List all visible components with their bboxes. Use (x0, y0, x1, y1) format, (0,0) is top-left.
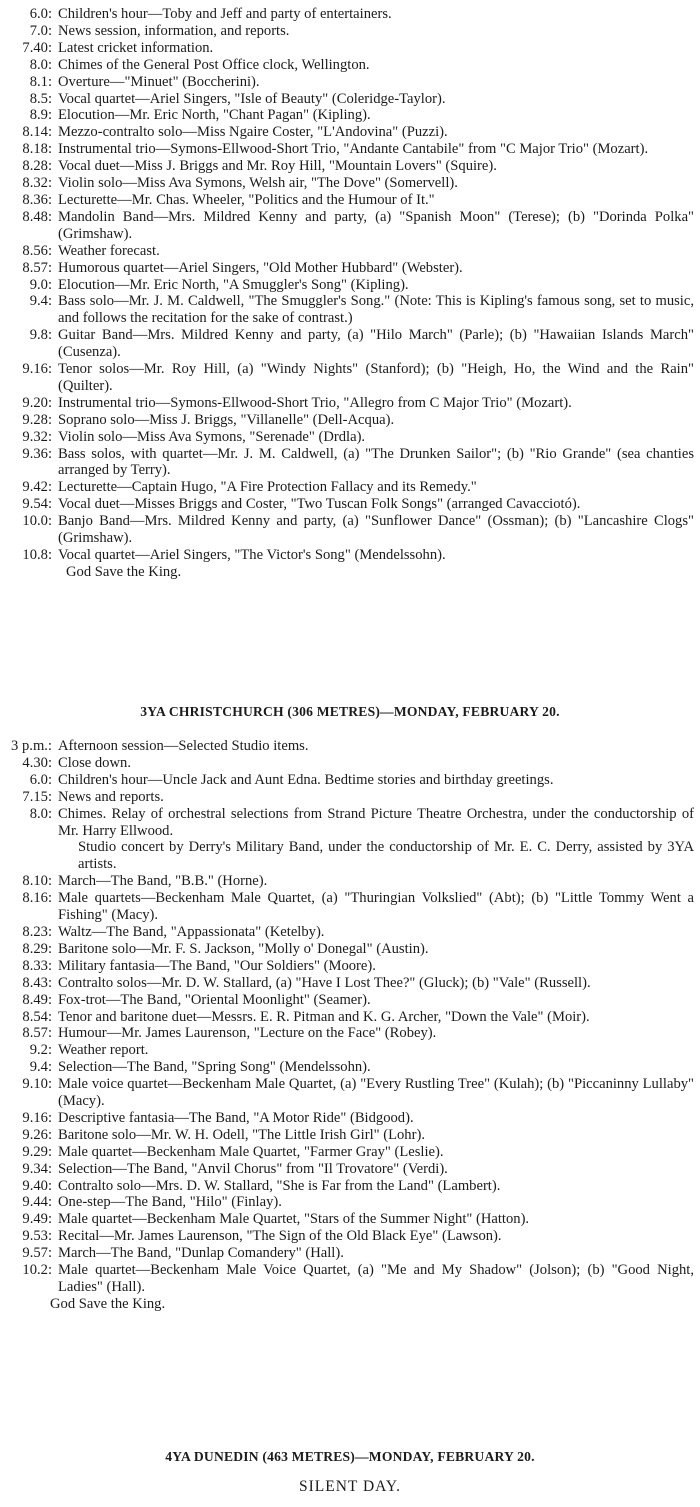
entry-description: Vocal quartet—Ariel Singers, "The Victor's Song" (Mendelssohn). (58, 547, 446, 563)
entry-time: 8.0: (29, 805, 52, 822)
entry-time: 9.42: (22, 479, 52, 496)
entry-time: 8.49: (22, 991, 52, 1008)
entry-time: 8.57: (22, 1025, 52, 1042)
entry-time: 8.16: (22, 890, 52, 907)
entry-description: Vocal quartet—Ariel Singers, "Isle of Beauty" (Coleridge-Taylor). (58, 90, 446, 107)
entry-description: Military fantasia—The Band, "Our Soldiers" (Moore). (58, 957, 376, 974)
section-heading-3ya-christchurch: 3YA CHRISTCHURCH (306 METRES)—MONDAY, FEBRUARY 20. (140, 704, 560, 719)
entry-description: Chimes of the General Post Office clock, Wellington. (58, 56, 370, 73)
entry-description: Bass solo—Mr. J. M. Caldwell, "The Smuggler's Song." (Note: This is Kipling's famous song, set to music, and follows the recitation for the sake of contrast.) (58, 293, 694, 327)
entry-description: March—The Band, "Dunlap Comandery" (Hall). (58, 1245, 344, 1262)
entry-time: 3 p.m.: (11, 738, 52, 754)
programme-entry (0, 547, 700, 564)
programme-entry (0, 1025, 700, 1042)
entry-description: News session, information, and reports. (58, 22, 290, 39)
programme-entry (0, 6, 700, 23)
entry-description: Instrumental trio—Symons-Ellwood-Short Trio, "Allegro from C Major Trio" (Mozart). (58, 394, 572, 411)
programme-entry (0, 755, 700, 772)
closing-anthem: God Save the King. (66, 563, 182, 580)
entry-time: 9.4: (29, 1059, 52, 1076)
programme-entry (0, 1228, 700, 1245)
programme-entry (0, 1211, 700, 1228)
programme-entry (0, 941, 700, 958)
entry-time: 8.29: (22, 940, 52, 957)
programme-entry (0, 496, 700, 513)
entry-time: 8.0: (29, 56, 52, 73)
entry-time: 8.32: (22, 175, 52, 192)
entry-time: 9.40: (22, 1177, 52, 1194)
entry-description: Descriptive fantasia—The Band, "A Motor Ride" (Bidgood). (58, 1109, 414, 1126)
2ya-programme-section (0, 6, 700, 581)
programme-entry (0, 958, 700, 975)
entry-time: 9.57: (22, 1245, 52, 1262)
programme-entry (0, 992, 700, 1009)
programme-entry (0, 107, 700, 124)
entry-time: 8.57: (22, 259, 52, 276)
entry-description: Soprano solo—Miss J. Briggs, "Villanelle" (Dell-Acqua). (58, 411, 395, 428)
programme-entry (0, 772, 700, 789)
entry-description: Afternoon session—Selected Studio items. (58, 738, 309, 754)
programme-entry (0, 1161, 700, 1178)
entry-description: Mandolin Band—Mrs. Mildred Kenny and party, (a) "Spanish Moon" (Terese); (b) "Dorinda Polka" (Grimshaw). (58, 208, 694, 242)
programme-entry (0, 260, 700, 277)
entry-description: Weather report. (58, 1042, 149, 1059)
programme-entry (0, 1127, 700, 1144)
entry-time: 8.23: (22, 923, 52, 940)
studio-concert-note: Studio concert by Derry's Military Band, under the conductorship of Mr. E. C. Derry, assisted by 3YA artists. (78, 839, 694, 873)
entry-time: 8.43: (22, 974, 52, 991)
programme-entry (0, 1144, 700, 1161)
entry-time: 9.53: (22, 1228, 52, 1245)
entry-time: 9.54: (22, 496, 52, 513)
entry-description: Selection—The Band, "Anvil Chorus" from "Il Trovatore" (Verdi). (58, 1160, 448, 1177)
entry-time: 9.49: (22, 1211, 52, 1228)
entry-description: Elocution—Mr. Eric North, "A Smuggler's Song" (Kipling). (58, 276, 409, 293)
programme-entry (0, 293, 700, 327)
programme-entry (0, 446, 700, 480)
entry-description: Recital—Mr. James Laurenson, "The Sign of the Old Black Eye" (Lawson). (58, 1228, 502, 1245)
entry-time: 8.5: (29, 90, 52, 107)
entry-time: 8.14: (22, 124, 52, 141)
programme-entry (0, 789, 700, 806)
entry-description: Male quartet—Beckenham Male Voice Quartet, (a) "Me and My Shadow" (Jolson); (b) "Good Night, Ladies" (Hall). (58, 1262, 694, 1295)
programme-entry (0, 924, 700, 941)
entry-time: 9.16: (22, 361, 52, 378)
entry-time: 8.18: (22, 141, 52, 158)
programme-entry (0, 1194, 700, 1211)
entry-description: Weather forecast. (58, 242, 160, 259)
entry-description: Fox-trot—The Band, "Oriental Moonlight" (Seamer). (58, 991, 371, 1008)
programme-entry (0, 361, 700, 395)
programme-entry (0, 412, 700, 429)
section-heading-4ya-dunedin: 4YA DUNEDIN (463 METRES)—MONDAY, FEBRUARY 20. (165, 1449, 535, 1464)
entry-time: 8.48: (22, 208, 52, 225)
programme-entry (0, 1076, 700, 1110)
programme-entry (0, 40, 700, 57)
entry-description: Male voice quartet—Beckenham Male Quartet, (a) "Every Rustling Tree" (Kulah); (b) "Piccaninny Lullaby" (Macy). (58, 1076, 694, 1110)
entry-time: 7.15: (22, 788, 52, 805)
programme-entry (0, 192, 700, 209)
programme-entry (0, 738, 700, 755)
programme-entry (0, 1245, 700, 1262)
entry-time: 8.1: (29, 73, 52, 90)
entry-description: Close down. (58, 754, 131, 771)
entry-description: Chimes. Relay of orchestral selections from Strand Picture Theatre Orchestra, under the conductorship of Mr. Harry Ellwood. (58, 805, 694, 839)
programme-entry (0, 57, 700, 74)
entry-time: 8.9: (29, 107, 52, 124)
programme-entry (0, 1042, 700, 1059)
entry-time: 8.36: (22, 191, 52, 208)
entry-time: 9.16: (22, 1109, 52, 1126)
entry-time: 6.0: (29, 6, 52, 22)
entry-time: 9.29: (22, 1143, 52, 1160)
programme-entry (0, 479, 700, 496)
entry-time: 9.28: (22, 411, 52, 428)
entry-description: News and reports. (58, 788, 164, 805)
programme-entry (0, 1262, 700, 1296)
entry-time: 8.28: (22, 158, 52, 175)
entry-time: 8.33: (22, 957, 52, 974)
entry-description: March—The Band, "B.B." (Horne). (58, 873, 268, 890)
entry-description: Guitar Band—Mrs. Mildred Kenny and party, (a) "Hilo March" (Parle); (b) "Hawaiian Islands March" (Cusenza). (58, 327, 694, 361)
entry-description: Instrumental trio—Symons-Ellwood-Short Trio, "Andante Cantabile" from "C Major Trio" (Mozart). (58, 141, 649, 158)
entry-description: Elocution—Mr. Eric North, "Chant Pagan" (Kipling). (58, 107, 371, 124)
entry-time: 9.34: (22, 1160, 52, 1177)
closing-anthem: God Save the King. (50, 1295, 166, 1312)
entry-description: Tenor and baritone duet—Messrs. E. R. Pitman and K. G. Archer, "Down the Vale" (Moir). (58, 1008, 590, 1025)
programme-entry (0, 975, 700, 992)
entry-time: 9.4: (29, 293, 52, 310)
entry-description: Humour—Mr. James Laurenson, "Lecture on the Face" (Robey). (58, 1025, 437, 1042)
entry-description: Children's hour—Uncle Jack and Aunt Edna. Bedtime stories and birthday greetings. (58, 771, 554, 788)
entry-description: Banjo Band—Mrs. Mildred Kenny and party, (a) "Sunflower Dance" (Ossman); (b) "Lancashire Clogs" (Grimshaw). (58, 513, 694, 547)
entry-time: 9.0: (29, 276, 52, 293)
silent-day-note: SILENT DAY. (298, 1478, 401, 1495)
entry-description: Violin solo—Miss Ava Symons, Welsh air, "The Dove" (Somervell). (58, 175, 458, 192)
entry-description: Latest cricket information. (58, 39, 214, 56)
entry-description: Overture—"Minuet" (Boccherini). (58, 73, 260, 90)
entry-time: 9.8: (29, 327, 52, 344)
entry-time: 4.30: (22, 754, 52, 771)
programme-entry (0, 1110, 700, 1127)
programme-entry (0, 277, 700, 294)
entry-time: 7.40: (22, 39, 52, 56)
programme-entry (0, 158, 700, 175)
entry-time: 9.26: (22, 1126, 52, 1143)
entry-description: Male quartets—Beckenham Male Quartet, (a) "Thuringian Volkslied" (Abt); (b) "Little Tommy Went a Fishing" (Macy). (58, 890, 694, 924)
programme-entry (0, 124, 700, 141)
programme-entry (0, 1178, 700, 1195)
entry-time: 10.8: (22, 547, 52, 563)
programme-entry (0, 890, 700, 924)
entry-description: Male quartet—Beckenham Male Quartet, "Stars of the Summer Night" (Hatton). (58, 1211, 530, 1228)
programme-entry (0, 395, 700, 412)
programme-entry (0, 806, 700, 840)
entry-time: 8.56: (22, 242, 52, 259)
entry-description: Bass solos, with quartet—Mr. J. M. Caldwell, (a) "The Drunken Sailor"; (b) "Rio Grande" (sea chanties arranged by Terry). (58, 445, 694, 479)
entry-description: One-step—The Band, "Hilo" (Finlay). (58, 1194, 282, 1211)
programme-entry (0, 91, 700, 108)
entry-description: Lecturette—Mr. Chas. Wheeler, "Politics and the Humour of It." (58, 191, 435, 208)
entry-time: 9.32: (22, 428, 52, 445)
entry-description: Mezzo-contralto solo—Miss Ngaire Coster, "L'Andovina" (Puzzi). (58, 124, 448, 141)
entry-description: Baritone solo—Mr. F. S. Jackson, "Molly o' Donegal" (Austin). (58, 940, 429, 957)
programme-entry (0, 873, 700, 890)
programme-entry (0, 513, 700, 547)
entry-description: Male quartet—Beckenham Male Quartet, "Farmer Gray" (Leslie). (58, 1143, 444, 1160)
programme-entry (0, 429, 700, 446)
entry-time: 8.54: (22, 1008, 52, 1025)
programme-entry (0, 141, 700, 158)
entry-time: 10.2: (22, 1262, 52, 1279)
programme-entry (0, 209, 700, 243)
entry-time: 10.0: (22, 513, 52, 530)
programme-entry (0, 175, 700, 192)
entry-description: Violin solo—Miss Ava Symons, "Serenade" (Drdla). (58, 428, 366, 445)
entry-description: Humorous quartet—Ariel Singers, "Old Mother Hubbard" (Webster). (58, 259, 463, 276)
entry-time: 9.20: (22, 394, 52, 411)
entry-description: Children's hour—Toby and Jeff and party of entertainers. (58, 6, 392, 22)
entry-time: 9.2: (29, 1042, 52, 1059)
entry-description: Lecturette—Captain Hugo, "A Fire Protection Fallacy and its Remedy." (58, 479, 477, 496)
entry-time: 8.10: (22, 873, 52, 890)
entry-description: Contralto solo—Mrs. D. W. Stallard, "She is Far from the Land" (Lambert). (58, 1177, 501, 1194)
programme-entry (0, 327, 700, 361)
entry-description: Waltz—The Band, "Appassionata" (Ketelby). (58, 923, 325, 940)
entry-description: Vocal duet—Misses Briggs and Coster, "Two Tuscan Folk Songs" (arranged Cavacciotó). (58, 496, 581, 513)
programme-entry (0, 243, 700, 260)
3ya-programme-section (0, 738, 700, 1313)
entry-description: Baritone solo—Mr. W. H. Odell, "The Little Irish Girl" (Lohr). (58, 1126, 425, 1143)
entry-description: Tenor solos—Mr. Roy Hill, (a) "Windy Nights" (Stanford); (b) "Heigh, Ho, the Wind and the Rain" (Quilter). (58, 361, 694, 394)
entry-time: 9.44: (22, 1194, 52, 1211)
entry-time: 7.0: (29, 22, 52, 39)
programme-entry (0, 1059, 700, 1076)
entry-description: Vocal duet—Miss J. Briggs and Mr. Roy Hill, "Mountain Lovers" (Squire). (58, 158, 497, 175)
entry-time: 9.36: (22, 445, 52, 462)
entry-time: 9.10: (22, 1076, 52, 1093)
programme-entry (0, 23, 700, 40)
programme-entry (0, 74, 700, 91)
entry-description: Selection—The Band, "Spring Song" (Mendelssohn). (58, 1059, 371, 1076)
entry-description: Contralto solos—Mr. D. W. Stallard, (a) "Have I Lost Thee?" (Gluck); (b) "Vale" (Russell). (58, 974, 591, 991)
entry-time: 6.0: (29, 771, 52, 788)
programme-entry (0, 1009, 700, 1026)
